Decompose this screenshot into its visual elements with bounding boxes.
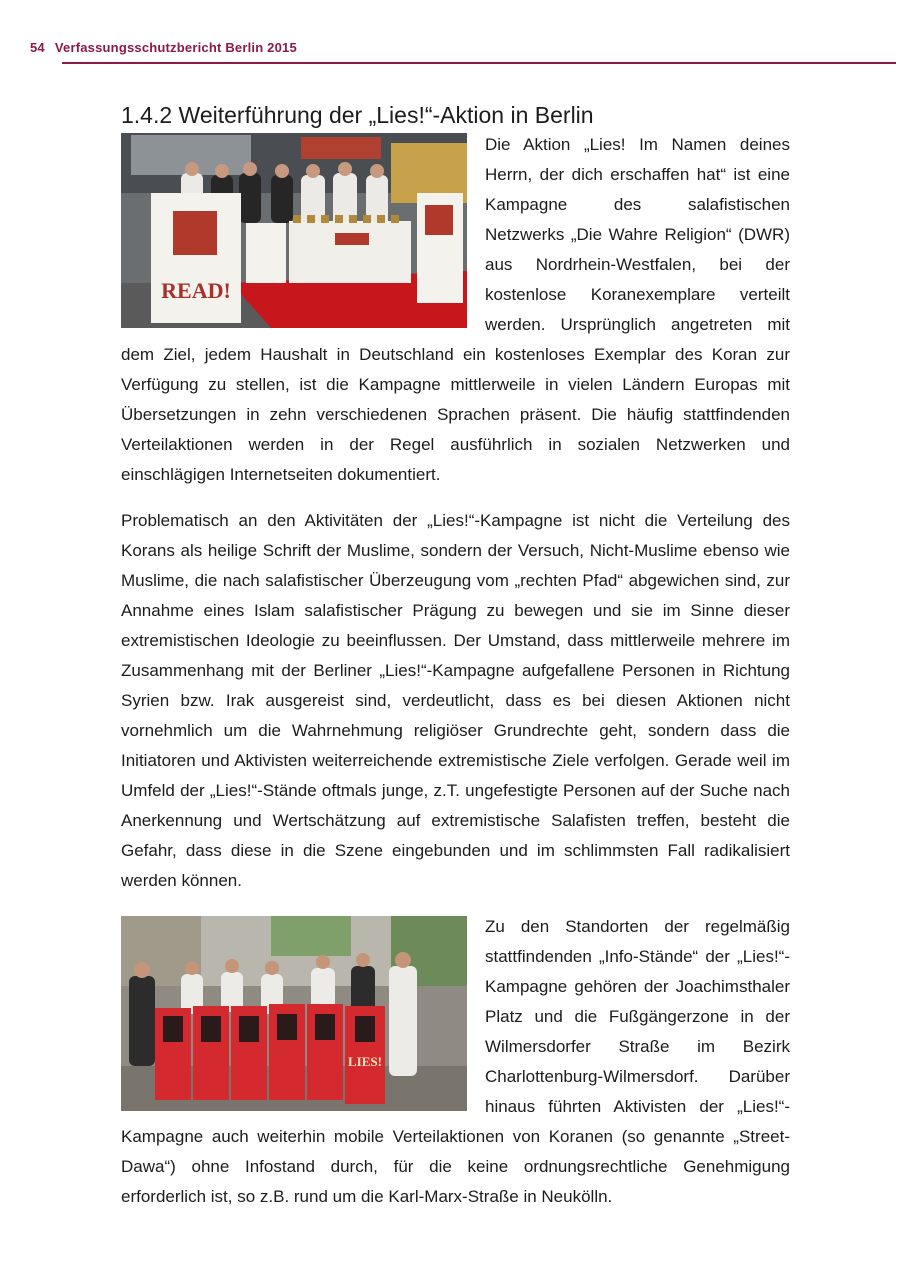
photo-street-group-banners	[121, 916, 467, 1111]
photo-koran-distribution-stand	[121, 133, 467, 328]
page-number: 54	[30, 40, 45, 55]
paragraph-3-text: Zu den Standorten der regelmäßig stattfindenden „Info-Stände“ der „Lies!“-Kampagne gehören der Joachimsthaler Platz und die Fußgängerzone in der Wilmersdorfer Straße im Bezirk Charlottenburg-Wilmersdorf. Darüber hinaus führten Aktivisten der „Lies!“-Kampagne auch weiterhin mobile Verteilaktionen von Koranen (so genannte „Street-Dawa“) ohne Infostand durch, für die keine ordnungsrechtliche Genehmigung erforderlich ist, so z.B. rund um die Karl-Marx-Straße in Neukölln.	[121, 917, 790, 1206]
paragraph-2: Problematisch an den Aktivitäten der „Lies!“-Kampagne ist nicht die Verteilung des Korans als heilige Schrift der Muslime, sondern der Versuch, Nicht-Muslime ebenso wie Muslime, die nach salafistischer Überzeugung vom „rechten Pfad“ abgewichen sind, zur Annahme eines Islam salafistischer Prägung zu bewegen und sie im Sinne dieser extremistischen Ideologie zu beeinflussen. Der Umstand, dass mittlerweile mehrere im Zusammenhang mit der Berliner „Lies!“-Kampagne aufgefallene Personen in Richtung Syrien bzw. Irak ausgereist sind, verdeutlicht, dass es bei diesen Aktionen nicht vornehmlich um die Wahrnehmung religiöser Grundrechte geht, sondern dass die Initiatoren und Aktivisten weiterreichende extremistische Ziele verfolgen. Gerade weil im Umfeld der „Lies!“-Stände oftmals junge, z.T. ungefestigte Personen auf der Suche nach Anerkennung und Wertschätzung auf extremistische Salafisten treffen, besteht die Gefahr, dass diese in die Szene eingebunden und im schlimmsten Fall radikalisiert werden können.	[121, 511, 790, 890]
section-heading: 1.4.2 Weiterführung der „Lies!“-Aktion in Berlin	[121, 102, 594, 128]
paragraph-1	[121, 130, 790, 490]
running-head	[30, 40, 297, 55]
paragraph-3	[121, 912, 790, 1212]
publication-title: Verfassungsschutzbericht Berlin 2015	[54, 40, 297, 55]
svg-text:LIES!: LIES!	[348, 1054, 382, 1069]
main-content	[121, 100, 790, 1212]
paragraph-1-text: Die Aktion „Lies! Im Namen deines Herrn, der dich erschaffen hat“ ist eine Kampagne des salafistischen Netzwerks „Die Wahre Religion“ (DWR) aus Nordrhein-Westfalen, bei der kostenlose Koranexemplare verteilt werden. Ursprünglich angetreten mit dem Ziel, jedem Haushalt in Deutschland ein kostenloses Exemplar des Koran zur Verfügung zu stellen, ist die Kampagne mittlerweile in vielen Ländern Europas mit Übersetzungen in zehn verschiedenen Sprachen präsent. Die häufig stattfindenden Verteilaktionen werden in der Regel ausführlich in sozialen Netzwerken und einschlägigen Internetseiten dokumentiert.	[121, 135, 790, 484]
svg-text:READ!: READ!	[161, 278, 231, 303]
header-rule	[62, 62, 896, 64]
